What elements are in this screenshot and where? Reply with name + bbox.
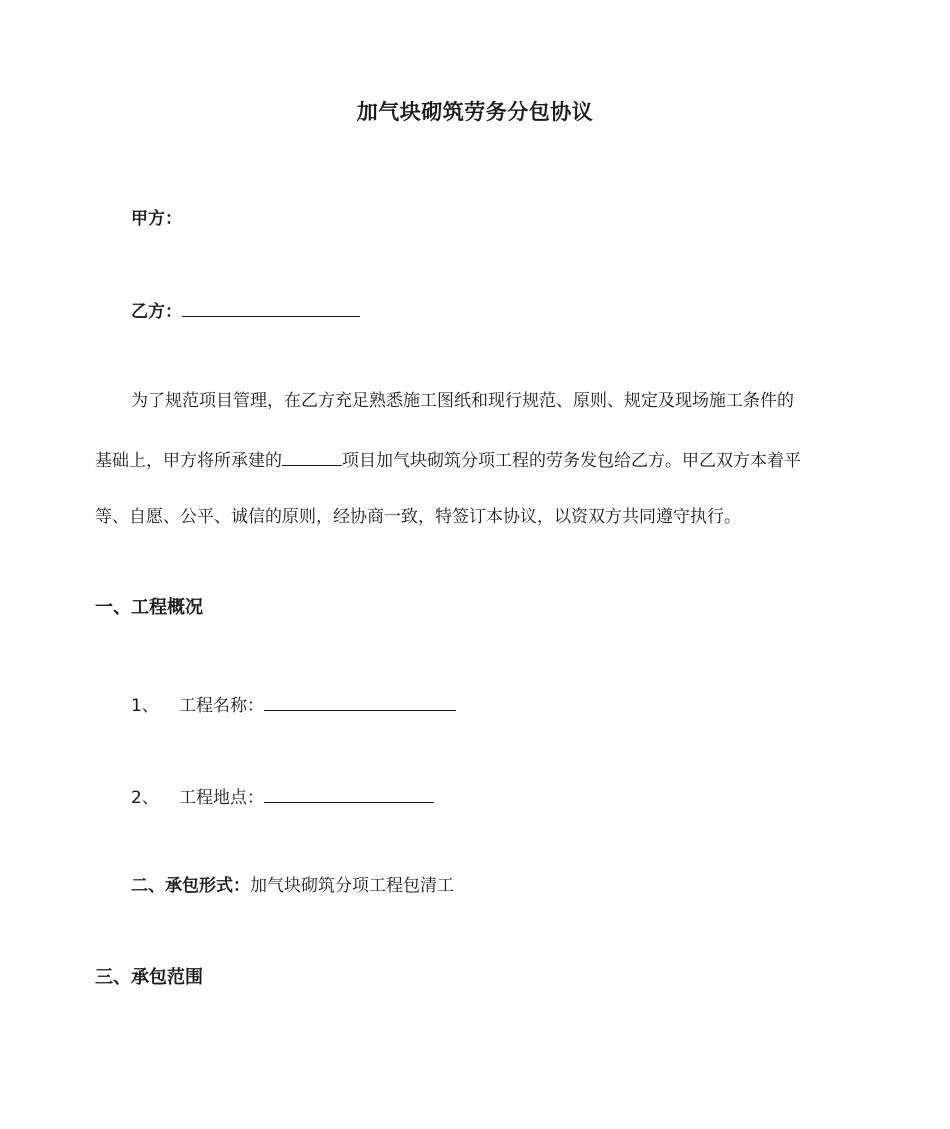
section-2-line (131, 874, 454, 898)
item-2-label: 工程地点： (179, 788, 264, 808)
intro-line-2-after: 项目加气块砌筑分项工程的劳务发包给乙方。甲乙双方本着平 (342, 451, 801, 471)
intro-line-2 (95, 447, 857, 473)
party-b-line (131, 298, 360, 324)
section-2-heading: 二、承包形式： (131, 876, 250, 896)
party-b-blank (182, 298, 360, 317)
intro-line-2-before: 基础上，甲方将所承建的 (95, 451, 282, 471)
section-3-heading: 三、承包范围 (95, 967, 203, 988)
intro-line-1: 为了规范项目管理，在乙方充足熟悉施工图纸和现行规范、原则、规定及现场施工条件的 (131, 391, 794, 411)
document-title: 加气块砌筑劳务分包协议 (356, 100, 594, 124)
project-name-field-blank (264, 692, 456, 711)
party-a-label: 甲方： (131, 209, 182, 229)
party-b-label: 乙方： (131, 302, 182, 322)
item-1-number: 1、 (131, 696, 159, 716)
party-a-line (131, 207, 182, 231)
section-1-heading: 一、工程概况 (95, 597, 203, 618)
item-1-label: 工程名称： (179, 696, 264, 716)
project-name-blank (282, 447, 342, 466)
item-2-number: 2、 (131, 788, 159, 808)
project-location-blank (264, 784, 434, 803)
item-1-line (131, 692, 456, 718)
intro-line-3: 等、自愿、公平、诚信的原则，经协商一致，特签订本协议，以资双方共同遵守执行。 (95, 507, 741, 527)
section-2-value: 加气块砌筑分项工程包清工 (250, 876, 454, 896)
item-2-line (131, 784, 434, 810)
